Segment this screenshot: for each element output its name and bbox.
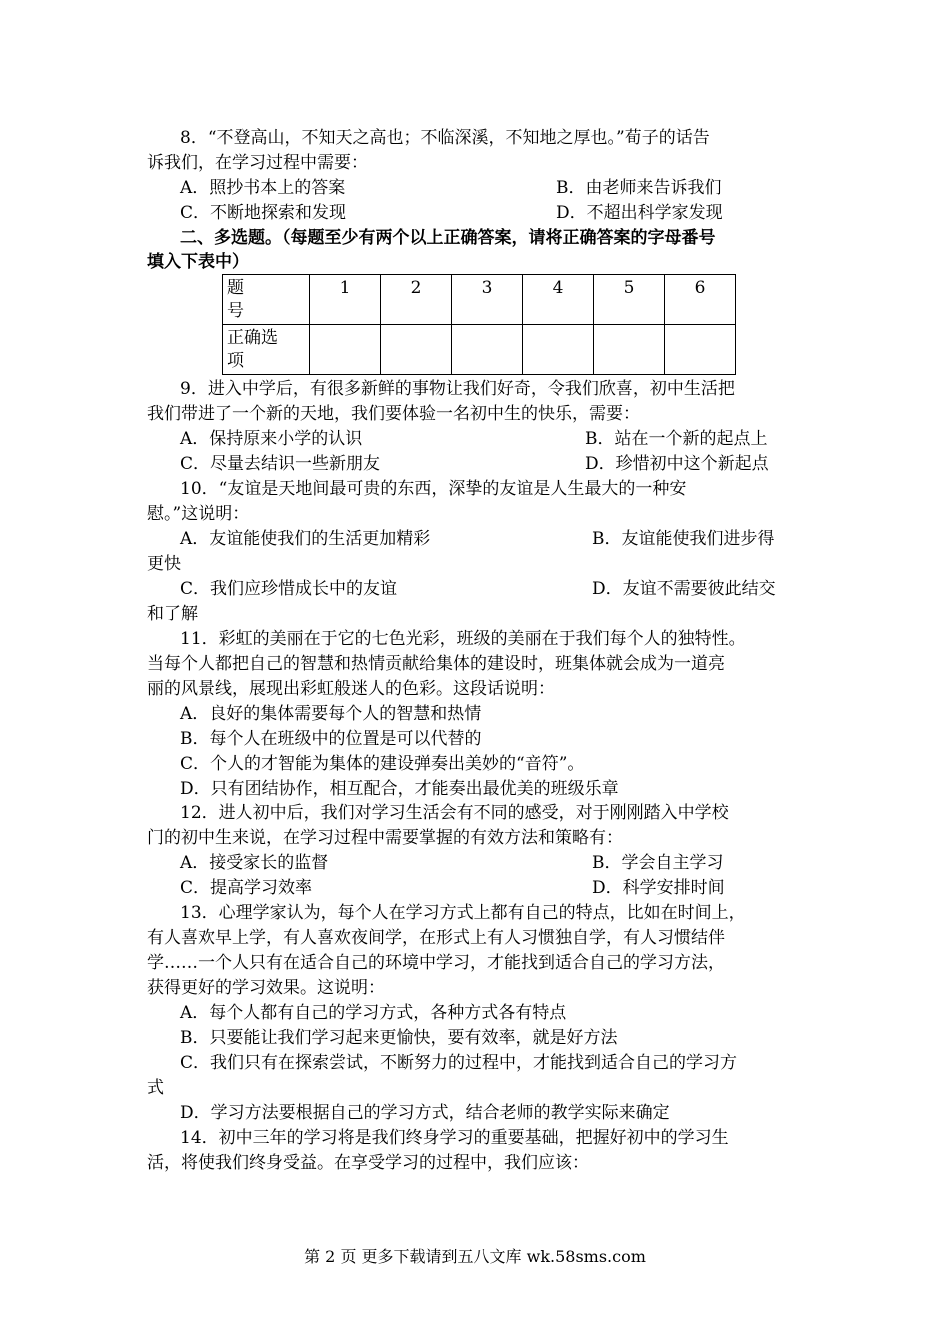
q10-option-b-continued: 更快 bbox=[147, 554, 181, 574]
q12-stem-line1: 12．进人初中后，我们对学习生活会有不同的感受，对于刚刚踏入中学校 bbox=[180, 803, 729, 823]
q13-stem-line4: 获得更好的学习效果。这说明： bbox=[147, 978, 385, 998]
section2-title-line2: 填入下表中） bbox=[147, 252, 249, 272]
answer-label-line2: 项 bbox=[227, 351, 244, 371]
q11-option-a: A．良好的集体需要每个人的智慧和热情 bbox=[180, 704, 482, 724]
answer-cell-1[interactable] bbox=[310, 325, 381, 375]
answer-cell-2[interactable] bbox=[381, 325, 452, 375]
q12-option-b: B．学会自主学习 bbox=[592, 853, 724, 873]
q13-option-b: B．只要能让我们学习起来更愉快，要有效率，就是好方法 bbox=[180, 1028, 618, 1048]
answer-table-answer-row bbox=[223, 325, 736, 375]
q13-option-c: C．我们只有在探索尝试，不断努力的过程中，才能找到适合自己的学习方 bbox=[180, 1053, 738, 1073]
q9-option-d: D．珍惜初中这个新起点 bbox=[585, 454, 769, 474]
question-number-5: 5 bbox=[594, 275, 665, 325]
answer-cell-3[interactable] bbox=[452, 325, 523, 375]
q8-stem-line1: 8．“不登高山，不知天之高也；不临深溪，不知地之厚也。”荀子的话告 bbox=[180, 128, 710, 148]
q9-stem-line1: 9．进入中学后，有很多新鲜的事物让我们好奇，令我们欣喜，初中生活把 bbox=[180, 379, 735, 399]
q11-stem-line2: 当每个人都把自己的智慧和热情贡献给集体的建设时，班集体就会成为一道亮 bbox=[147, 654, 725, 674]
section2-title-line1: 二、多选题。（每题至少有两个以上正确答案，请将正确答案的字母番号 bbox=[180, 228, 716, 248]
q8-option-a: A．照抄书本上的答案 bbox=[180, 178, 346, 198]
q10-option-a: A．友谊能使我们的生活更加精彩 bbox=[180, 529, 431, 549]
q11-stem-line1: 11．彩虹的美丽在于它的七色光彩，班级的美丽在于我们每个人的独特性。 bbox=[180, 629, 746, 649]
correct-option-header bbox=[223, 325, 310, 375]
q10-stem-line1: 10．“友谊是天地间最可贵的东西，深挚的友谊是人生最大的一种安 bbox=[180, 479, 687, 499]
q11-option-c: C．个人的才智能为集体的建设弹奏出美妙的“音符”。 bbox=[180, 754, 585, 774]
answer-cell-4[interactable] bbox=[523, 325, 594, 375]
answer-label-line1: 正确选 bbox=[227, 328, 278, 348]
q8-stem-line2: 诉我们，在学习过程中需要： bbox=[147, 153, 368, 173]
q13-stem-line2: 有人喜欢早上学，有人喜欢夜间学，在形式上有人习惯独自学，有人习惯结伴 bbox=[147, 928, 725, 948]
q10-option-c: C．我们应珍惜成长中的友谊 bbox=[180, 579, 398, 599]
q11-stem-line3: 丽的风景线，展现出彩虹般迷人的色彩。这段话说明： bbox=[147, 679, 555, 699]
q13-option-d: D．学习方法要根据自己的学习方式，结合老师的教学实际来确定 bbox=[180, 1103, 670, 1123]
question-number-2: 2 bbox=[381, 275, 452, 325]
q12-option-d: D．科学安排时间 bbox=[592, 878, 725, 898]
q10-option-d: D．友谊不需要彼此结交 bbox=[592, 579, 776, 599]
q10-stem-line2: 慰。”这说明： bbox=[147, 504, 250, 524]
q9-option-a: A．保持原来小学的认识 bbox=[180, 429, 363, 449]
question-number-1: 1 bbox=[310, 275, 381, 325]
q11-option-d: D．只有团结协作，相互配合，才能奏出最优美的班级乐章 bbox=[180, 779, 619, 799]
q14-stem-line1: 14．初中三年的学习将是我们终身学习的重要基础，把握好初中的学习生 bbox=[180, 1128, 729, 1148]
q9-stem-line2: 我们带进了一个新的天地，我们要体验一名初中生的快乐，需要： bbox=[147, 404, 640, 424]
header-label-line1: 题 bbox=[227, 278, 244, 298]
question-number-3: 3 bbox=[452, 275, 523, 325]
question-number-header bbox=[223, 275, 310, 325]
q9-option-c: C．尽量去结识一些新朋友 bbox=[180, 454, 381, 474]
q13-option-c-continued: 式 bbox=[147, 1078, 164, 1098]
q8-option-c: C．不断地探索和发现 bbox=[180, 203, 347, 223]
question-number-6: 6 bbox=[665, 275, 736, 325]
q9-option-b: B．站在一个新的起点上 bbox=[585, 429, 768, 449]
q8-option-b: B．由老师来告诉我们 bbox=[556, 178, 722, 198]
page-footer: 第 2 页 更多下载请到五八文库 wk.58sms.com bbox=[304, 1247, 646, 1266]
answer-cell-5[interactable] bbox=[594, 325, 665, 375]
answer-cell-6[interactable] bbox=[665, 325, 736, 375]
q13-stem-line3: 学……一个人只有在适合自己的环境中学习，才能找到适合自己的学习方法， bbox=[147, 953, 725, 973]
q11-option-b: B．每个人在班级中的位置是可以代替的 bbox=[180, 729, 482, 749]
q12-option-c: C．提高学习效率 bbox=[180, 878, 313, 898]
q10-option-d-continued: 和了解 bbox=[147, 604, 198, 624]
q12-option-a: A．接受家长的监督 bbox=[180, 853, 329, 873]
q14-stem-line2: 活，将使我们终身受益。在享受学习的过程中，我们应该： bbox=[147, 1153, 589, 1173]
q10-option-b: B．友谊能使我们进步得 bbox=[592, 529, 775, 549]
header-label-line2: 号 bbox=[227, 301, 244, 321]
answer-table-header-row bbox=[223, 275, 736, 325]
q13-option-a: A．每个人都有自己的学习方式，各种方式各有特点 bbox=[180, 1003, 567, 1023]
q8-option-d: D．不超出科学家发现 bbox=[556, 203, 723, 223]
question-number-4: 4 bbox=[523, 275, 594, 325]
q12-stem-line2: 门的初中生来说，在学习过程中需要掌握的有效方法和策略有： bbox=[147, 828, 623, 848]
answer-table bbox=[222, 274, 736, 375]
q13-stem-line1: 13．心理学家认为，每个人在学习方式上都有自己的特点，比如在时间上， bbox=[180, 903, 746, 923]
